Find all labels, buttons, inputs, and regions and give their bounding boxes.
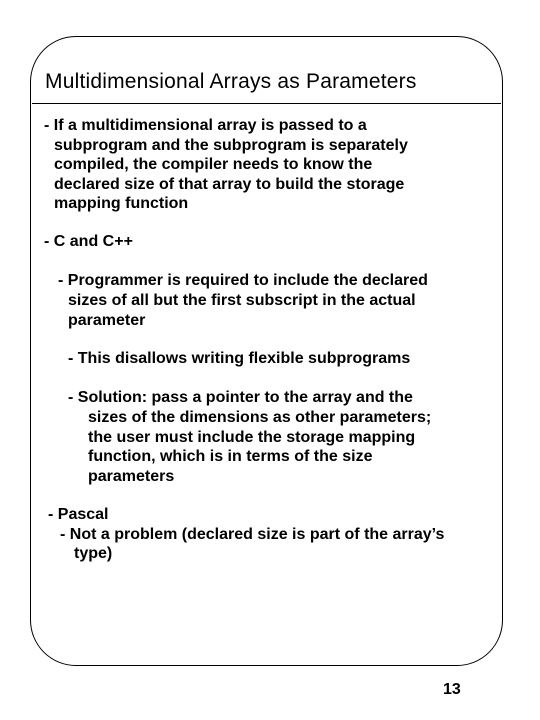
bullet-line: parameters (88, 468, 175, 485)
bullet-line: - If a multidimensional array is passed to a (44, 117, 367, 134)
bullet-line: sizes of all but the first subscript in the actual (68, 292, 416, 309)
bullet-line: sizes of the dimensions as other parameters; (88, 409, 432, 426)
bullet-line: - This disallows writing flexible subprograms (68, 350, 411, 367)
bullet-line: declared size of that array to build the storage (54, 176, 405, 193)
bullet-line: function, which is in terms of the size (88, 448, 373, 465)
bullet-line: - Solution: pass a pointer to the array and the (68, 389, 413, 406)
bullet-line: type) (74, 545, 113, 562)
page-number: 13 (443, 681, 461, 698)
bullet-line: - Programmer is required to include the declared (58, 272, 428, 289)
bullet-line: - Pascal (48, 506, 109, 523)
title-divider (32, 103, 501, 104)
bullet-line: mapping function (54, 195, 189, 212)
bullet-line: the user must include the storage mapping (88, 429, 416, 446)
bullet-line: - Not a problem (declared size is part of the array’s (60, 526, 445, 543)
bullet-line: parameter (68, 312, 146, 329)
bullet-line: - C and C++ (44, 233, 133, 250)
bullet-line: compiled, the compiler needs to know the (54, 156, 373, 173)
slide-title: Multidimensional Arrays as Parameters (45, 70, 417, 93)
bullet-line: subprogram and the subprogram is separately (54, 137, 408, 154)
